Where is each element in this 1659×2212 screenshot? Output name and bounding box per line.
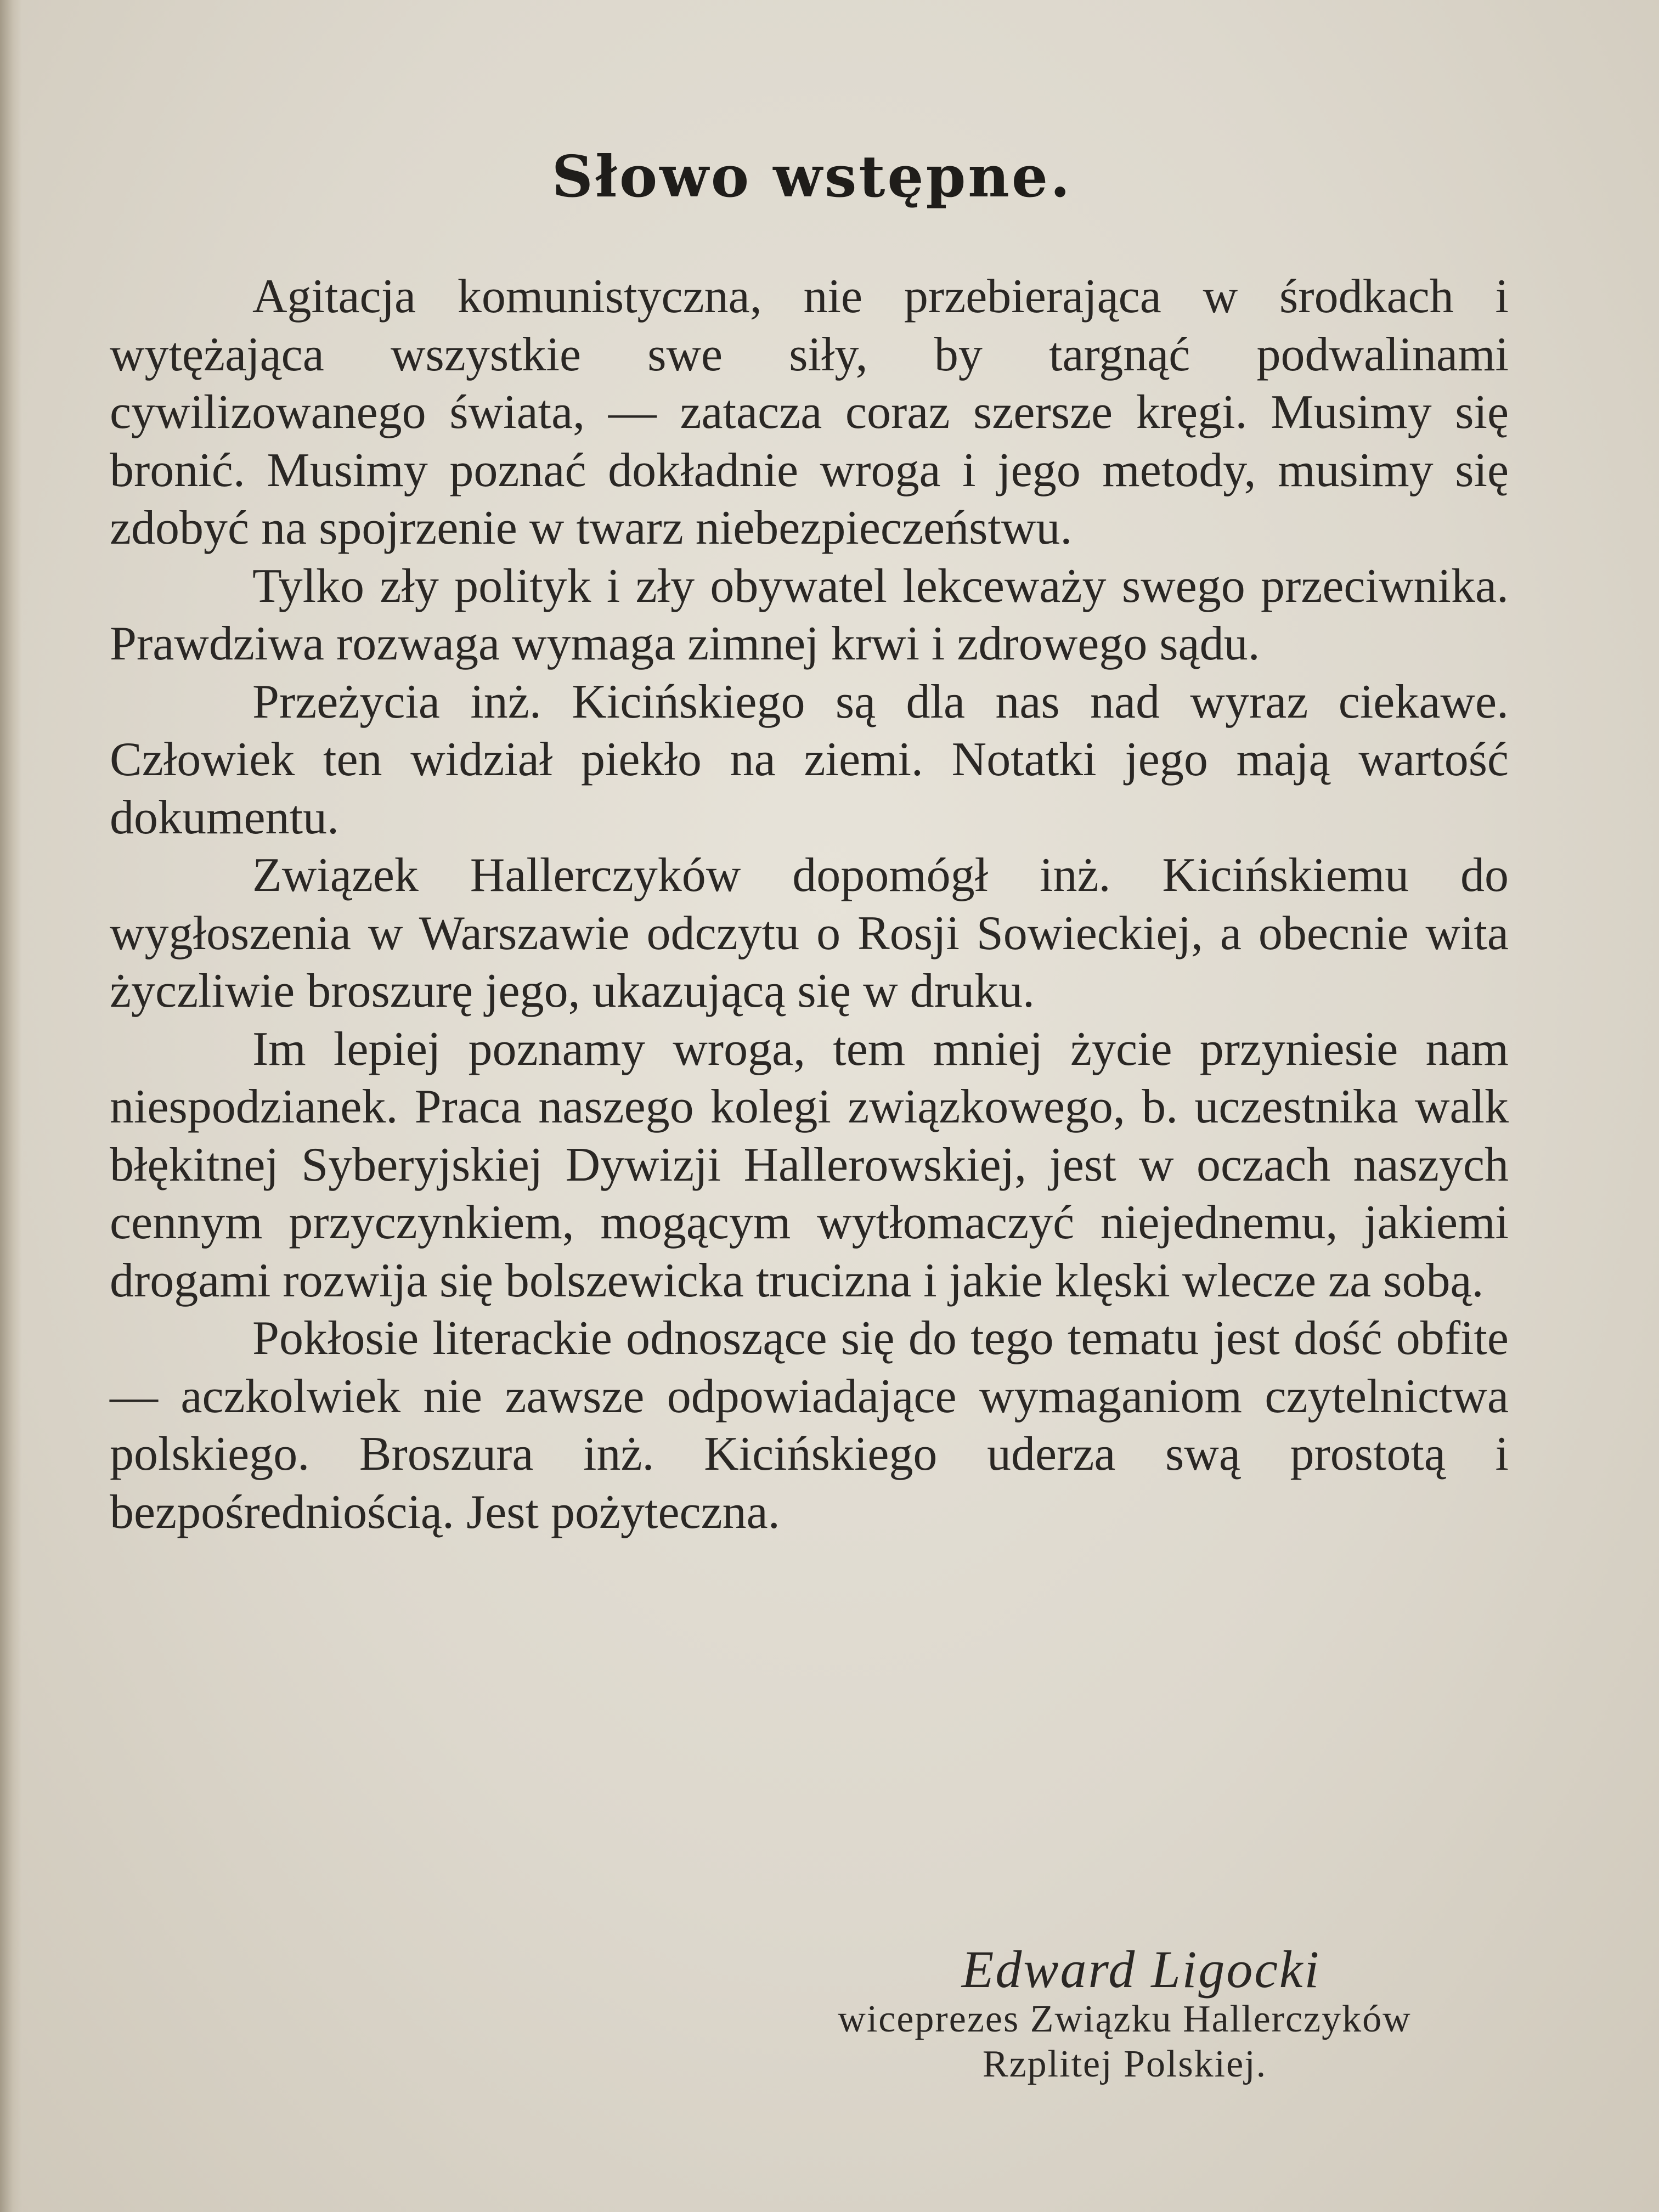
preface-body — [110, 268, 1509, 1541]
page-title: Słowo wstępne. — [551, 143, 1073, 210]
paragraph-6: Pokłosie literackie odnoszące się do tego tematu jest dość obfite — aczkolwiek nie zawsze odpowiadające wymaganiom czytelnictwa polskiego. Broszura inż. Kicińskiego uderza swą prostotą i bezpośredniością. Jest pożyteczna. — [110, 1312, 1509, 1539]
page-binding-edge — [0, 0, 22, 2212]
signature-role: wiceprezes Związku Hallerczyków — [838, 1998, 1412, 2040]
paragraph-1: Agitacja komunistyczna, nie przebierająca w środkach i wytężająca wszystkie swe siły, by targnąć podwalinami cywilizowanego świata, — zatacza coraz szersze kręgi. Musimy się bronić. Musimy poznać dokładnie wroga i jego metody, musimy się zdobyć na spojrzenie w twarz niebezpieczeństwu. — [110, 270, 1509, 555]
signature-block — [713, 1942, 1536, 2087]
paragraph-3: Przeżycia inż. Kicińskiego są dla nas nad wyraz ciekawe. Człowiek ten widział piekło na ziemi. Notatki jego mają wartość dokumentu. — [110, 675, 1509, 844]
paragraph-4: Związek Hallerczyków dopomógł inż. Kicińskiemu do wygłoszenia w Warszawie odczytu o Rosji Sowieckiej, a obecnie wita życzliwie broszurę jego, ukazującą się w druku. — [110, 849, 1509, 1018]
paragraph-5: Im lepiej poznamy wroga, tem mniej życie przyniesie nam niespodzianek. Praca naszego kolegi związkowego, b. uczestnika walk błękitnej Syberyjskiej Dywizji Hallerowskiej, jest w oczach naszych cennym przyczynkiem, mogącym wytłomaczyć niejednemu, jakiemi drogami rozwija się bolszewicka trucizna i jakie klęski wlecze za sobą. — [110, 1022, 1509, 1307]
paragraph-2: Tylko zły polityk i zły obywatel lekceważy swego przeciwnika. Prawdziwa rozwaga wymaga zimnej krwi i zdrowego sądu. — [110, 559, 1509, 670]
signature-name: Edward Ligocki — [961, 1940, 1321, 1999]
signature-organization: Rzplitej Polskiej. — [982, 2043, 1267, 2085]
